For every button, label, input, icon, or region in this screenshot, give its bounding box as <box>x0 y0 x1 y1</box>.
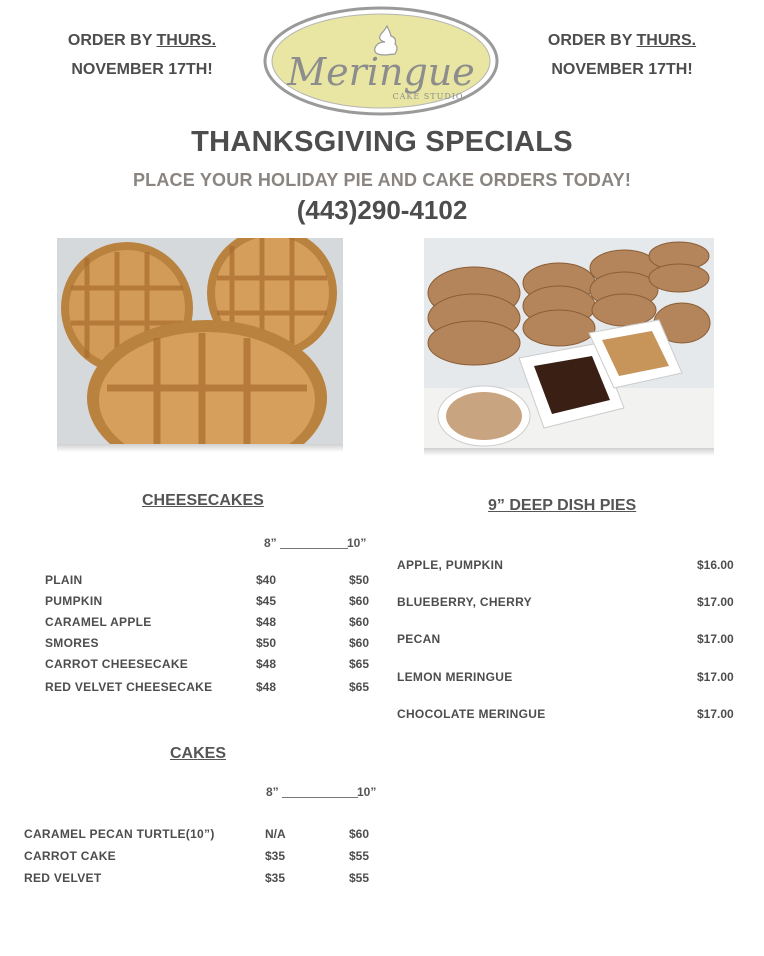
pie-price: $17.00 <box>697 707 734 721</box>
logo-subtext: CAKE STUDIO <box>392 92 464 101</box>
cake-price-10: $60 <box>349 827 370 841</box>
order-date: NOVEMBER 17TH! <box>71 61 213 78</box>
cheesecake-item-name: PUMPKIN <box>45 594 103 608</box>
cheesecake-price-8: $40 <box>256 573 277 587</box>
cake-price-8: N/A <box>265 827 286 841</box>
order-deadline-right: ORDER BY THURS. NOVEMBER 17TH! <box>522 26 722 84</box>
cheesecake-price-8: $48 <box>256 615 277 629</box>
cheesecake-price-10: $60 <box>349 594 370 608</box>
cake-col-rule <box>282 797 358 798</box>
apple-pies-photo <box>57 238 343 452</box>
logo-text: Meringue <box>287 50 475 94</box>
cake-price-10: $55 <box>349 849 370 863</box>
pie-item-name: PECAN <box>397 632 441 646</box>
cheesecake-price-8: $50 <box>256 636 277 650</box>
cheesecake-price-10: $60 <box>349 636 370 650</box>
cake-price-8: $35 <box>265 849 286 863</box>
cakes-heading: CAKES <box>170 745 227 762</box>
pie-price: $17.00 <box>697 670 734 684</box>
cheesecake-col-10: 10” <box>347 536 367 550</box>
pie-item-name: CHOCOLATE MERINGUE <box>397 707 546 721</box>
pie-price: $17.00 <box>697 632 734 646</box>
cake-col-8: 8” <box>266 785 279 799</box>
pie-price: $17.00 <box>697 595 734 609</box>
cake-col-10: 10” <box>357 785 377 799</box>
order-day: THURS. <box>156 32 217 49</box>
pie-item-name: APPLE, PUMPKIN <box>397 558 504 572</box>
cheesecake-item-name: CARROT CHEESECAKE <box>45 657 189 671</box>
cheesecake-price-8: $48 <box>256 680 277 694</box>
cake-item-name: CARROT CAKE <box>24 849 116 863</box>
phone-number: (443)290-4102 <box>296 195 468 225</box>
cheesecake-price-10: $50 <box>349 573 370 587</box>
cheesecake-item-name: RED VELVET CHEESECAKE <box>45 680 213 694</box>
cheesecake-col-rule <box>280 548 348 549</box>
cheesecake-price-10: $60 <box>349 615 370 629</box>
page-subtitle: PLACE YOUR HOLIDAY PIE AND CAKE ORDERS TODAY! <box>132 170 632 190</box>
order-deadline-left: ORDER BY THURS. NOVEMBER 17TH! <box>42 26 242 84</box>
meringue-logo <box>262 5 500 117</box>
pie-price: $16.00 <box>697 558 734 572</box>
order-day: THURS. <box>636 32 697 49</box>
pie-item-name: BLUEBERRY, CHERRY <box>397 595 532 609</box>
cheesecake-item-name: SMORES <box>45 636 99 650</box>
cheesecake-item-name: CARAMEL APPLE <box>45 615 152 629</box>
cake-item-name: CARAMEL PECAN TURTLE(10”) <box>24 827 215 841</box>
page-title: THANKSGIVING SPECIALS <box>191 126 573 158</box>
cake-price-10: $55 <box>349 871 370 885</box>
cheesecake-price-10: $65 <box>349 657 370 671</box>
cheesecakes-heading: CHEESECAKES <box>142 492 264 509</box>
cake-item-name: RED VELVET <box>24 871 102 885</box>
order-date: NOVEMBER 17TH! <box>551 61 693 78</box>
cheesecake-item-name: PLAIN <box>45 573 83 587</box>
cheesecake-price-8: $48 <box>256 657 277 671</box>
cheesecake-price-10: $65 <box>349 680 370 694</box>
pies-heading: 9” DEEP DISH PIES <box>488 497 637 514</box>
pie-item-name: LEMON MERINGUE <box>397 670 513 684</box>
cake-price-8: $35 <box>265 871 286 885</box>
boxed-pies-photo <box>424 238 714 456</box>
cheesecake-price-8: $45 <box>256 594 277 608</box>
cheesecake-col-8: 8” <box>264 536 277 550</box>
